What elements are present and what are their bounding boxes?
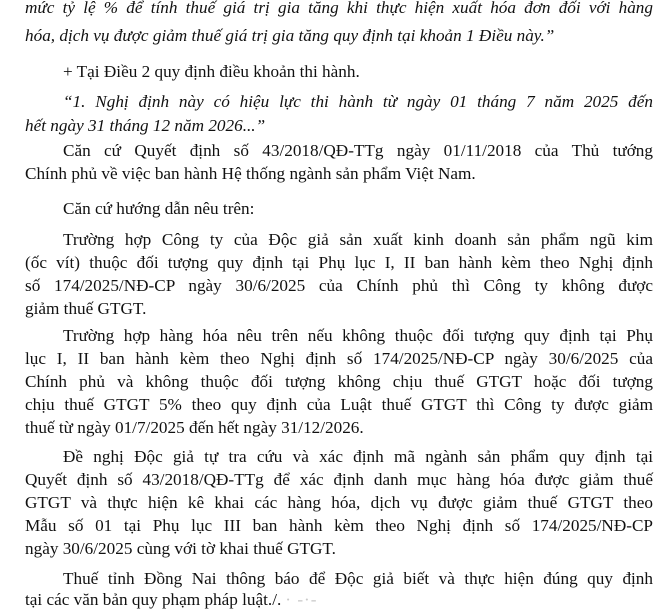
text-line: Chính phủ và không thuộc đối tượng không chịu thuế GTGT hoặc đối tượng: [25, 372, 653, 391]
closing-line: [25, 586, 653, 614]
text-line: hết ngày 31 tháng 12 năm 2026...”: [25, 116, 266, 135]
text-line: Trường hợp hàng hóa nêu trên nếu không thuộc đối tượng quy định tại Phụ: [63, 326, 653, 345]
text-line: Căn cứ hướng dẫn nêu trên:: [63, 199, 255, 218]
text-line: Chính phủ về việc ban hành Hệ thống ngành sản phẩm Việt Nam.: [25, 164, 476, 183]
text-line: GTGT và thực hiện kê khai các hàng hóa, dịch vụ được giảm thuế GTGT theo: [25, 493, 653, 512]
text-line: (ốc vít) thuộc đối tượng quy định tại Phụ lục I, II ban hành kèm theo Nghị định: [25, 253, 653, 272]
text-line: “1. Nghị định này có hiệu lực thi hành từ ngày 01 tháng 7 năm 2025 đến: [63, 92, 653, 111]
faded-mark: · -·-: [285, 590, 318, 609]
text-line: + Tại Điều 2 quy định điều khoản thi hành.: [63, 62, 360, 81]
text-line: Thuế tỉnh Đồng Nai thông báo để Độc giả biết và thực hiện đúng quy định: [63, 569, 653, 588]
text-line: Trường hợp Công ty của Độc giả sản xuất kinh doanh sản phẩm ngũ kim: [63, 230, 653, 249]
text-line: lục I, II ban hành kèm theo Nghị định số 174/2025/NĐ-CP ngày 30/6/2025 của: [25, 349, 653, 368]
text-line: thuế từ ngày 01/7/2025 đến hết ngày 31/12/2026.: [25, 418, 364, 437]
text-line: chịu thuế GTGT 5% theo quy định của Luật thuế GTGT thì Công ty được giảm: [25, 395, 653, 414]
text-line: tại các văn bản quy phạm pháp luật./.: [25, 590, 282, 609]
text-line: hóa, dịch vụ được giảm thuế giá trị gia tăng quy định tại khoản 1 Điều này.”: [25, 26, 555, 45]
text-line: số 174/2025/NĐ-CP ngày 30/6/2025 của Chính phủ thì Công ty không được: [25, 276, 653, 295]
text-line: Căn cứ Quyết định số 43/2018/QĐ-TTg ngày 01/11/2018 của Thủ tướng: [63, 141, 653, 160]
text-line: Mẫu số 01 tại Phụ lục III ban hành kèm theo Nghị định số 174/2025/NĐ-CP: [25, 516, 653, 535]
text-line: Đề nghị Độc giả tự tra cứu và xác định mã ngành sản phẩm quy định tại: [63, 447, 653, 466]
text-line: mức tỷ lệ % để tính thuế giá trị gia tăng khi thực hiện xuất hóa đơn đối với hàng: [25, 0, 653, 17]
text-line: giảm thuế GTGT.: [25, 299, 147, 318]
text-line: Quyết định số 43/2018/QĐ-TTg để xác định danh mục hàng hóa được giảm thuế: [25, 470, 653, 489]
text-line: ngày 30/6/2025 cùng với tờ khai thuế GTGT.: [25, 539, 336, 558]
